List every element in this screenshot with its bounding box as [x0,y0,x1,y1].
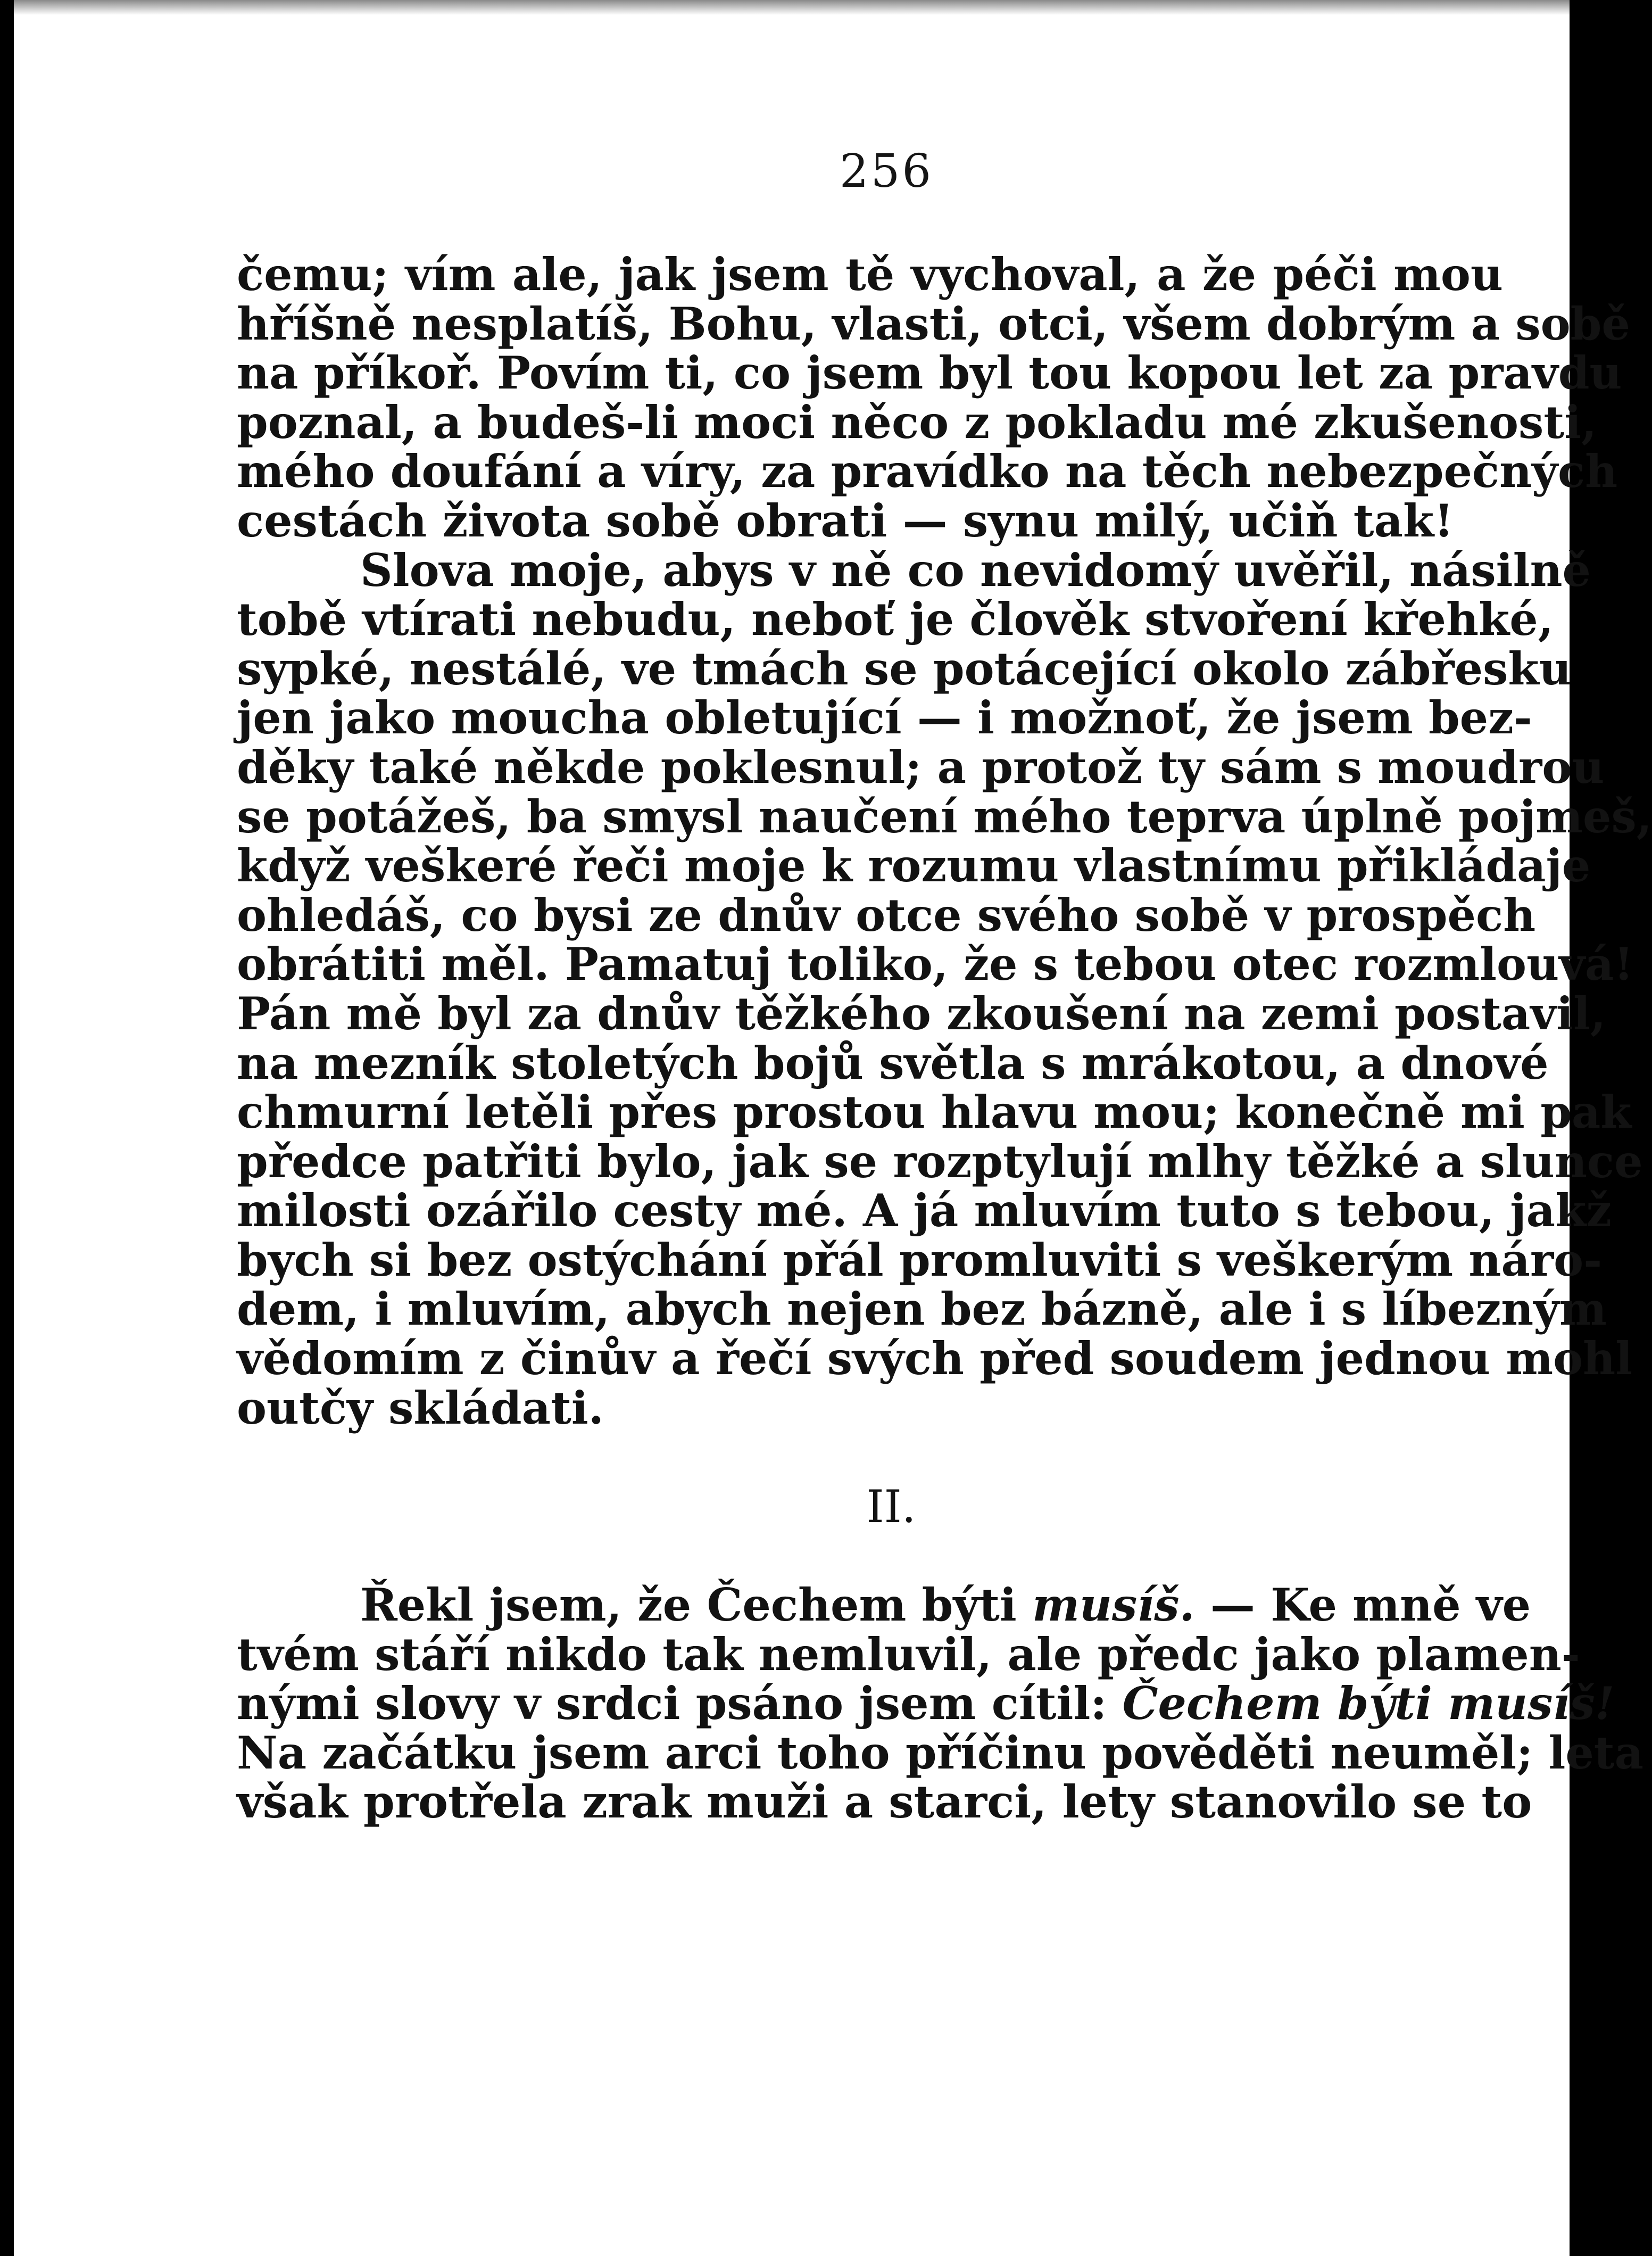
emphasis-text: Čechem býti musíš! [1122,1677,1615,1730]
spacer [237,1433,1503,1482]
text-line: předce patřiti bylo, jak se rozptylují mlhy těžké a slunce [237,1135,1643,1188]
text-line: Slova moje, abys v ně co nevidomý uvěřil, násilně [360,543,1591,597]
section-heading: II. [866,1480,916,1533]
text-line: na mezník stoletých bojů světla s mrákotou, a dnové [237,1036,1549,1089]
text-line: tobě vtírati nebudu, neboť je člověk stvoření křehké, [237,593,1554,646]
text-line: čemu; vím ale, jak jsem tě vychoval, a že péči mou [237,248,1503,301]
page-number: 256 [839,145,934,198]
text-line: Pán mě byl za dnův těžkého zkoušení na zemi postavil, [237,987,1606,1040]
text-line: hříšně nesplatíš, Bohu, vlasti, otci, všem dobrým a sobě [237,297,1630,350]
text-segment: nými slovy v srdci psáno jsem cítil: [237,1677,1107,1730]
text-line [237,1677,1615,1730]
body-text [237,248,1652,1829]
text-line: chmurní letěli přes prostou hlavu mou; konečně mi pak [237,1086,1632,1139]
text-line [237,1579,1531,1632]
text-line: tvém stáří nikdo tak nemluvil, ale předc jako plamen- [237,1627,1580,1681]
spacer [237,1531,1503,1581]
text-line: cestách života sobě obrati — synu milý, učiň tak! [237,494,1454,547]
text-line: jen jako moucha obletující — i možnoť, že jsem bez- [237,691,1532,745]
emphasis-text: musíš. [1032,1579,1195,1632]
text-line: ohledáš, co bysi ze dnův otce svého sobě v prospěch [237,888,1536,941]
text-line: dem, i mluvím, abych nejen bez bázně, ale i s líbezným [237,1283,1607,1336]
text-line: však protřela zrak muži a starci, lety stanovilo se to [237,1775,1532,1829]
text-line: když veškeré řeči moje k rozumu vlastnímu přikládaje [237,839,1591,893]
text-line: outčy skládati. [237,1381,604,1434]
text-line: se potážeš, ba smysl naučení mého teprva úplně pojmeš, [237,790,1652,843]
text-line: vědomím z činův a řečí svých před soudem jednou mohl [237,1332,1633,1385]
text-line: obrátiti měl. Pamatuj toliko, že s tebou otec rozmlouvá! [237,938,1634,991]
page-top-shadow [14,0,1570,15]
text-line: mého doufání a víry, za pravídko na těch nebezpečných [237,445,1618,498]
text-segment: Řekl jsem, že Čechem býti [360,1579,1017,1632]
text-segment: — Ke mně ve [1210,1579,1531,1632]
text-line: na příkoř. Povím ti, co jsem byl tou kopou let za pravdu [237,346,1622,400]
text-line: Na začátku jsem arci toho příčinu pověděti neuměl; leta [237,1726,1644,1779]
text-line: poznal, a budeš-li moci něco z pokladu mé zkušenosti, [237,395,1597,449]
text-line: bych si bez ostýchání přál promluviti s veškerým náro- [237,1233,1603,1286]
text-line: milosti ozářilo cesty mé. A já mluvím tuto s tebou, jakž [237,1184,1612,1237]
text-line: děky také někde poklesnul; a protož ty sám s moudrou [237,740,1605,794]
text-line: sypké, nestálé, ve tmách se potácející okolo zábřesku [237,642,1572,695]
book-page [14,0,1652,2256]
